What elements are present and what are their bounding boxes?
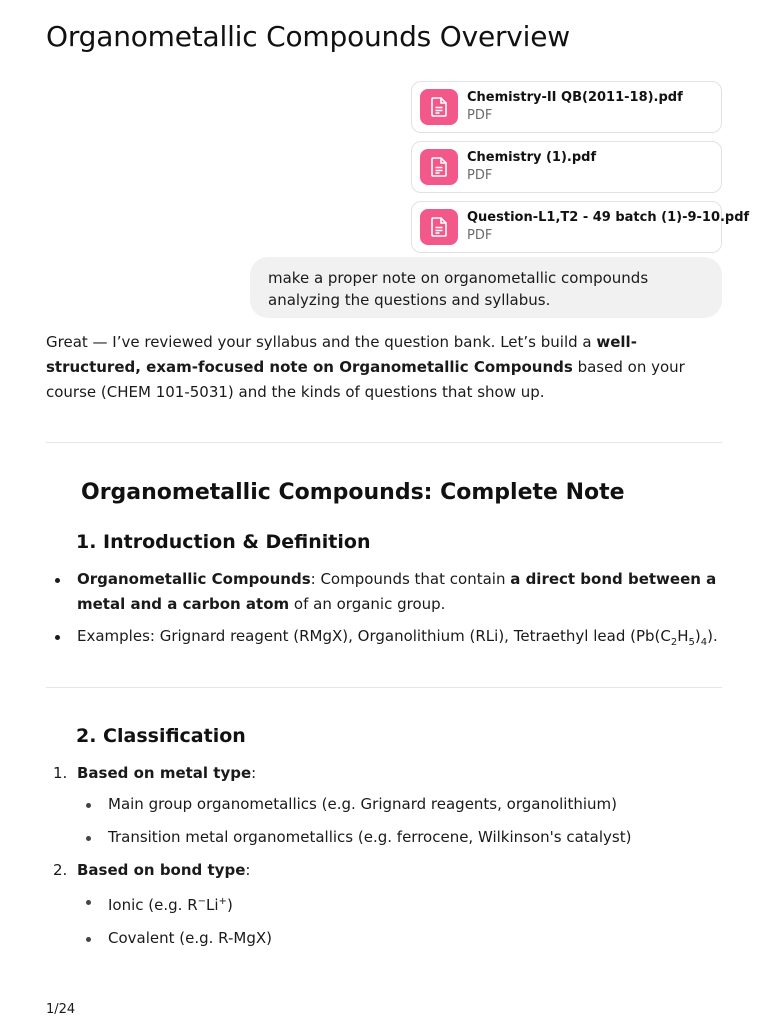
subscript: 5 bbox=[688, 637, 695, 648]
list-number: 1. bbox=[53, 764, 68, 782]
attachment-type: PDF bbox=[467, 108, 493, 123]
user-message-bubble: make a proper note on organometallic compounds analyzing the questions and syllabus. bbox=[250, 257, 722, 318]
bullet-dot bbox=[86, 836, 91, 841]
attachment-name: Chemistry-II QB(2011-18).pdf bbox=[467, 90, 683, 105]
text: Examples: Grignard reagent (RMgX), Organolithium (RLi), Tetraethyl lead (Pb(C bbox=[77, 627, 671, 645]
superscript: − bbox=[197, 896, 207, 907]
text: Li bbox=[206, 896, 219, 914]
list-item bbox=[77, 889, 726, 918]
attachment-type: PDF bbox=[467, 228, 493, 243]
text: : bbox=[251, 764, 257, 782]
text: ) bbox=[694, 627, 701, 645]
term: Organometallic Compounds bbox=[77, 570, 311, 588]
intro-text-end: based on your course (CHEM 101-5031) and the kinds of questions that show up. bbox=[46, 358, 685, 401]
assistant-intro bbox=[46, 330, 726, 405]
bullet-dot bbox=[55, 578, 60, 583]
definition-list bbox=[46, 567, 726, 662]
divider bbox=[46, 687, 722, 688]
intro-bold: well-structured, exam-focused note on Organometallic Compounds bbox=[46, 333, 637, 376]
intro-text: Great — I’ve reviewed your syllabus and the question bank. Let’s build a bbox=[46, 333, 597, 351]
list-item bbox=[46, 567, 726, 617]
note-title: Organometallic Compounds: Complete Note bbox=[81, 480, 625, 505]
attachment-card[interactable] bbox=[411, 141, 722, 193]
list-item bbox=[77, 825, 726, 850]
bullet-dot bbox=[86, 803, 91, 808]
subscript: 4 bbox=[700, 637, 708, 648]
bold-text: Based on metal type bbox=[77, 764, 252, 782]
attachment-name: Chemistry (1).pdf bbox=[467, 150, 597, 165]
section-heading: 2. Classification bbox=[76, 725, 246, 747]
attachment-card[interactable] bbox=[411, 81, 722, 133]
text: Transition metal organometallics (e.g. ferrocene, Wilkinson's catalyst) bbox=[108, 828, 632, 846]
list-item bbox=[46, 624, 726, 655]
list-item bbox=[46, 761, 726, 850]
text: Main group organometallics (e.g. Grignard reagents, organolithium) bbox=[108, 795, 617, 813]
bullet-dot bbox=[86, 937, 91, 942]
document-icon bbox=[420, 149, 458, 185]
attachment-list bbox=[411, 81, 750, 261]
section-heading: 1. Introduction & Definition bbox=[76, 531, 371, 553]
bold-text: Based on bond type bbox=[77, 861, 246, 879]
text: H bbox=[677, 627, 689, 645]
sub-list bbox=[77, 792, 726, 850]
text: Covalent (e.g. R-MgX) bbox=[108, 929, 272, 947]
attachment-name: Question-L1,T2 - 49 batch (1)-9-10.pdf bbox=[467, 210, 750, 225]
attachment-card[interactable] bbox=[411, 201, 750, 253]
bullet-dot bbox=[55, 635, 60, 640]
attachment-type: PDF bbox=[467, 168, 493, 183]
text: ) bbox=[226, 896, 233, 914]
bullet-dot bbox=[86, 900, 91, 905]
page-title: Organometallic Compounds Overview bbox=[46, 20, 570, 53]
page-number: 1/24 bbox=[46, 1002, 76, 1017]
divider bbox=[46, 442, 722, 443]
document-icon bbox=[420, 89, 458, 125]
superscript: + bbox=[218, 896, 227, 907]
text: : bbox=[245, 861, 251, 879]
text: Ionic (e.g. R bbox=[108, 896, 198, 914]
sub-list bbox=[77, 889, 726, 951]
text: ). bbox=[707, 627, 718, 645]
classification-list bbox=[46, 761, 726, 959]
subscript: 2 bbox=[670, 637, 678, 648]
list-item bbox=[77, 792, 726, 817]
document-icon bbox=[420, 209, 458, 245]
text: of an organic group. bbox=[289, 595, 446, 613]
list-item bbox=[46, 858, 726, 951]
text: : Compounds that contain bbox=[310, 570, 511, 588]
bold-text: a direct bond between a metal and a carbon atom bbox=[77, 570, 717, 613]
list-item bbox=[77, 926, 726, 951]
list-number: 2. bbox=[53, 861, 68, 879]
